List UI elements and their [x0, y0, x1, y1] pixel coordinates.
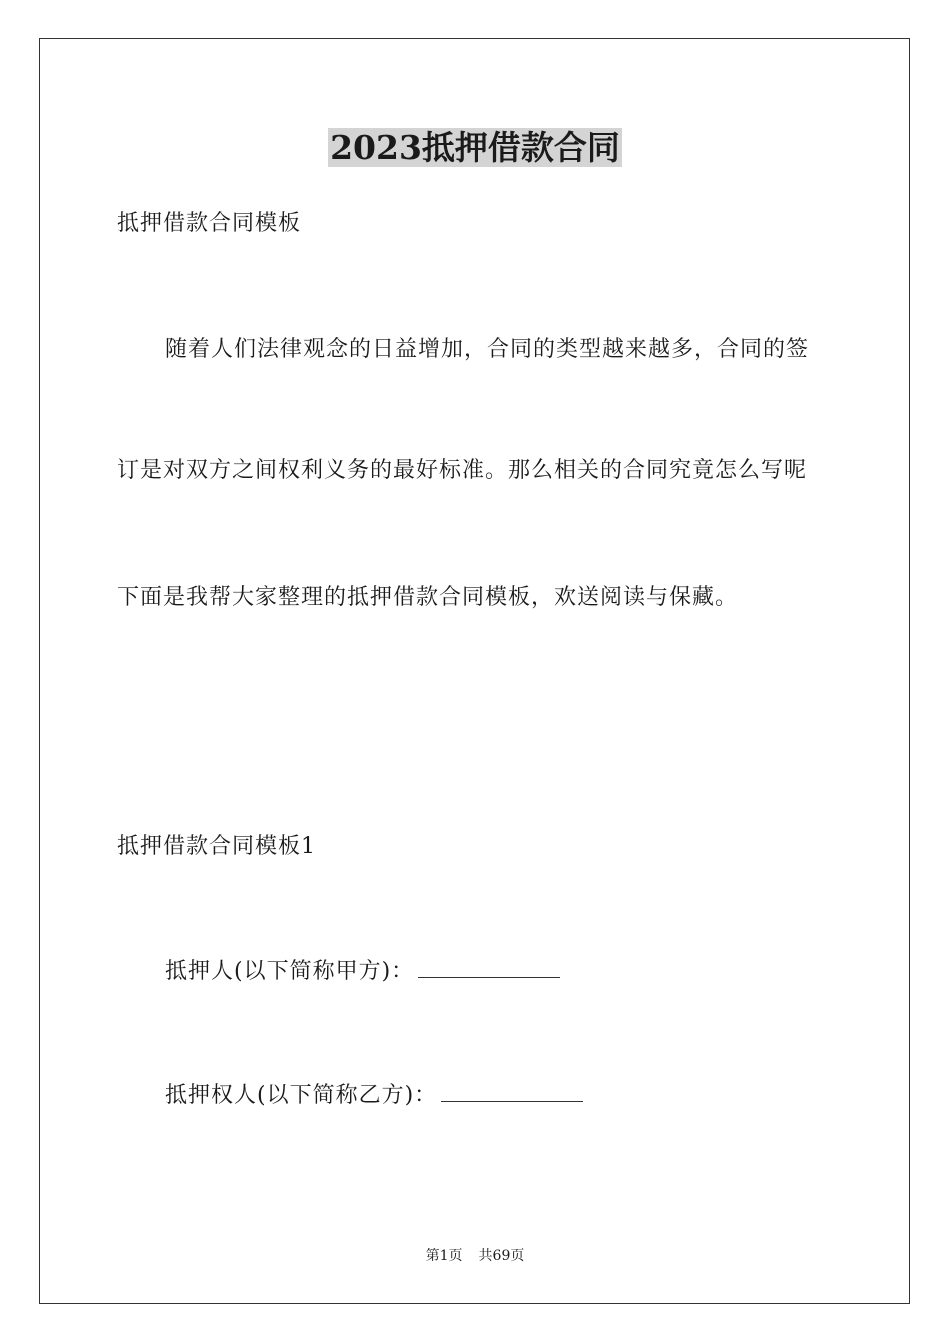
page-number-total: 共69页	[478, 1248, 525, 1264]
party-b-label: 抵押权人(以下简称乙方)：	[165, 1083, 438, 1108]
page-footer	[0, 1246, 950, 1266]
page-number-current: 第1页	[425, 1248, 463, 1264]
party-a-blank[interactable]	[418, 957, 560, 978]
intro-line-3: 下面是我帮大家整理的抵押借款合同模板，欢送阅读与保藏。	[117, 585, 739, 610]
document-subtitle: 抵押借款合同模板	[117, 211, 302, 236]
document-title-text: 2023抵押借款合同	[330, 128, 620, 167]
party-b-line	[165, 1081, 583, 1111]
document-title	[0, 126, 950, 170]
party-a-label: 抵押人(以下简称甲方)：	[165, 959, 415, 984]
intro-line-2: 订是对双方之间权利义务的最好标准。那么相关的合同究竟怎么写呢	[117, 458, 808, 483]
intro-line-1: 随着人们法律观念的日益增加，合同的类型越来越多，合同的签	[165, 337, 810, 362]
party-b-blank[interactable]	[441, 1081, 583, 1102]
section-heading: 抵押借款合同模板1	[117, 834, 316, 859]
party-a-line	[165, 957, 560, 987]
